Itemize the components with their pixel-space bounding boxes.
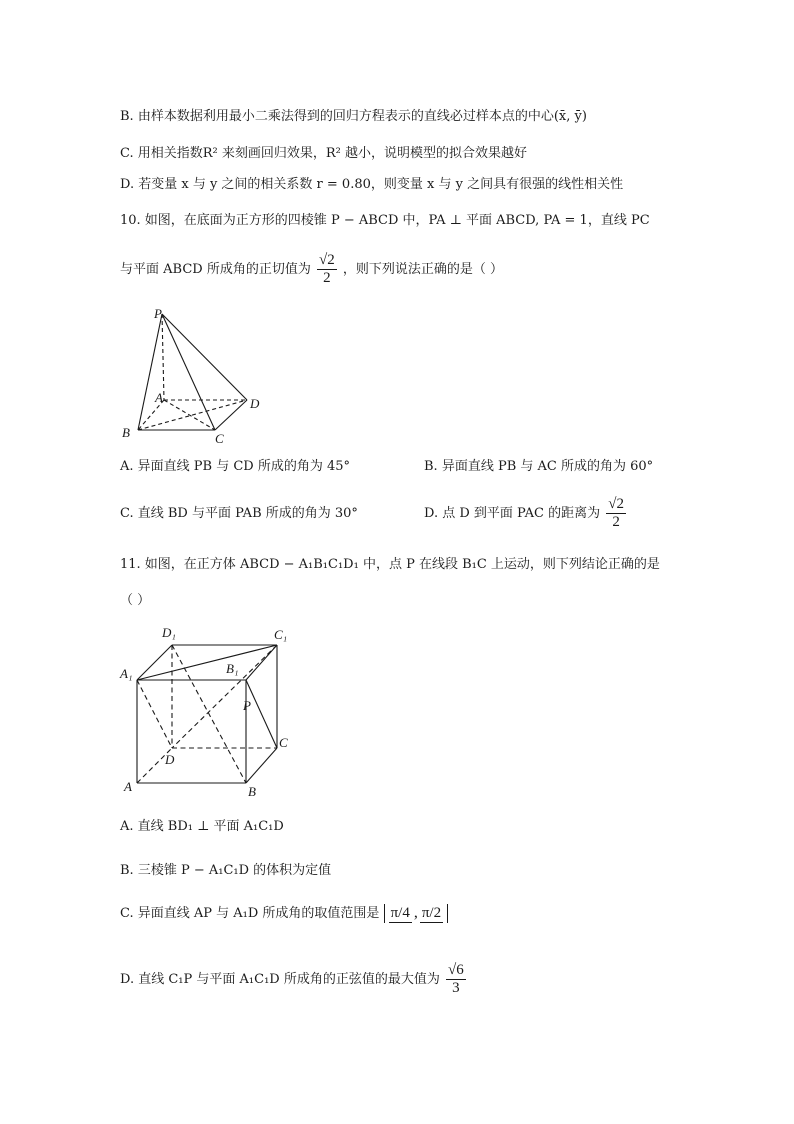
edge-pd	[162, 314, 247, 400]
q10-pyramid-figure	[110, 300, 270, 450]
edge-pc	[162, 314, 215, 430]
label-b: B	[122, 425, 130, 440]
label-c: C	[215, 431, 224, 446]
label-d1: D₁	[162, 625, 176, 640]
q10-option-d	[424, 496, 628, 531]
label-a1: A₁	[120, 666, 133, 681]
q11-option-b: B. 三棱锥 P − A₁C₁D 的体积为定值	[120, 863, 332, 878]
q10-stem-line1: 10. 如图，在底面为正方形的四棱锥 P − ABCD 中，PA ⊥ 平面 ABCD, PA = 1，直线 PC	[120, 213, 650, 228]
q11-option-a: A. 直线 BD₁ ⊥ 平面 A₁C₁D	[120, 819, 284, 834]
edge-pb	[138, 314, 162, 430]
edge-b1c1	[246, 645, 277, 680]
label-c: C	[279, 735, 288, 750]
q10-option-b: B. 异面直线 PB 与 AC 所成的角为 60°	[424, 459, 654, 474]
interval-lower-value: π/4	[390, 904, 410, 921]
edge-a1d1	[137, 645, 172, 680]
q11-option-c-text: C. 异面直线 AP 与 A₁D 所成角的取值范围是	[120, 906, 380, 921]
q10-stem-text: 与平面 ABCD 所成角的正切值为	[120, 262, 311, 277]
q10-option-d-text: D. 点 D 到平面 PAC 的距离为	[424, 506, 601, 521]
label-p: P	[243, 698, 251, 713]
q10-stem-fraction	[317, 252, 337, 287]
interval-lower	[389, 905, 412, 923]
diag-c1d-hidden	[172, 645, 277, 748]
label-b1: B₁	[226, 661, 239, 676]
q10-option-d-fraction	[606, 496, 626, 531]
q9-option-d: D. 若变量 x 与 y 之间的相关系数 r = 0.80，则变量 x 与 y 之间具有很强的线性相关性	[120, 177, 624, 192]
label-a: A	[124, 779, 132, 794]
fraction-numerator: √6	[447, 962, 464, 978]
q10-stem-line2	[120, 252, 503, 287]
q11-option-d	[120, 962, 468, 997]
q11-stem-line2: （ ）	[120, 593, 151, 608]
q11-stem-line1: 11. 如图，在正方体 ABCD − A₁B₁C₁D₁ 中，点 P 在线段 B₁C 上运动，则下列结论正确的是	[120, 557, 660, 572]
fraction-denominator: 3	[452, 980, 460, 996]
label-b: B	[248, 784, 256, 799]
q11-option-d-fraction	[446, 962, 466, 997]
q11-option-d-text: D. 直线 C₁P 与平面 A₁C₁D 所成角的正弦值的最大值为	[120, 972, 440, 987]
q10-stem-tail: ，则下列说法正确的是（ ）	[342, 262, 503, 277]
diag-a1d-hidden	[137, 680, 172, 748]
interval-upper-value: π/2	[421, 904, 442, 921]
label-a: A	[155, 390, 163, 405]
edge-bc	[246, 748, 277, 783]
fraction-numerator: √2	[318, 252, 335, 268]
diag-ac-hidden	[164, 400, 215, 430]
diag-a1c1	[137, 645, 277, 680]
label-p: P	[154, 306, 162, 321]
edge-pa-hidden	[162, 314, 164, 400]
q9-option-c: C. 用相关指数R² 来刻画回归效果，R² 越小，说明模型的拟合效果越好	[120, 146, 528, 161]
label-c1: C₁	[274, 627, 288, 642]
label-d: D	[165, 752, 175, 767]
label-d: D	[250, 396, 260, 411]
fraction-numerator: √2	[608, 496, 624, 512]
q9-option-b: B. 由样本数据利用最小二乘法得到的回归方程表示的直线必过样本点的中心(x̄, ȳ)	[120, 109, 587, 124]
fraction-denominator: 2	[612, 514, 620, 530]
q10-option-c: C. 直线 BD 与平面 PAB 所成的角为 30°	[120, 506, 358, 521]
edge-cd	[215, 400, 247, 430]
q11-interval: π/4 , π/2	[384, 904, 449, 923]
fraction-denominator: 2	[323, 270, 331, 286]
q11-cube-figure	[115, 620, 315, 800]
q10-option-a: A. 异面直线 PB 与 CD 所成的角为 45°	[120, 459, 351, 474]
segment-b1c	[246, 680, 277, 748]
q11-option-c	[120, 904, 448, 923]
interval-upper	[420, 905, 443, 923]
